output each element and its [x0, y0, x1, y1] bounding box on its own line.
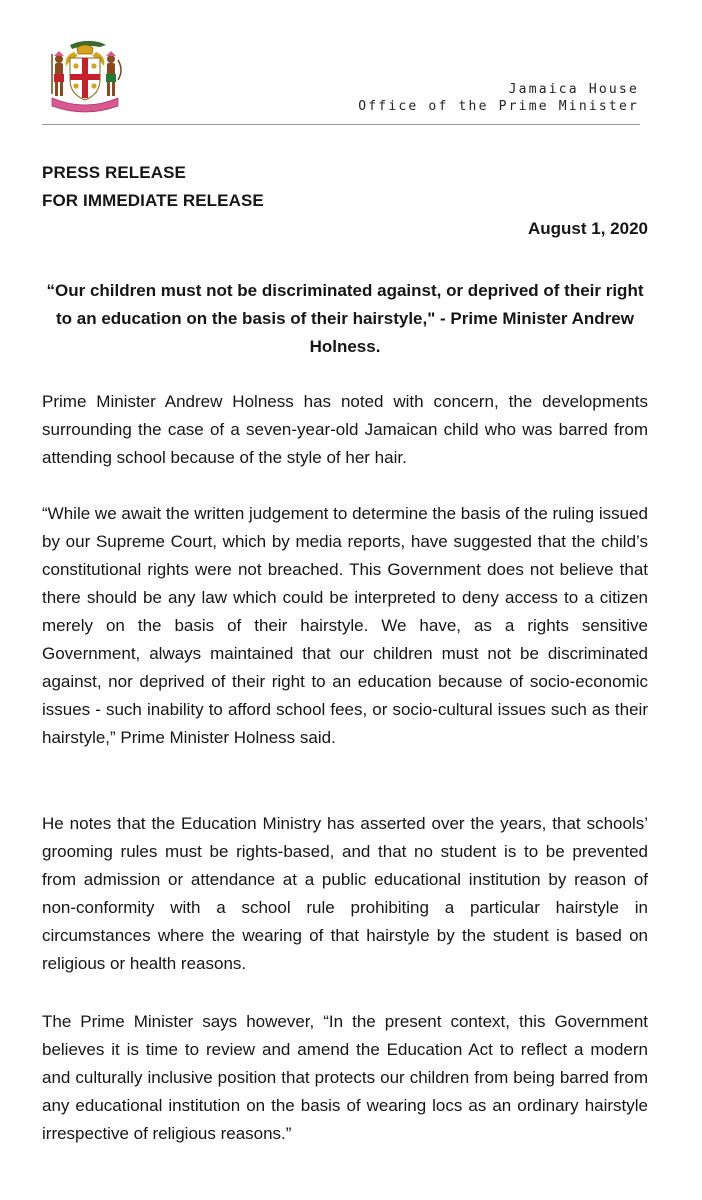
- paragraph-1: Prime Minister Andrew Holness has noted with concern, the developments surrounding the case of a seven-year-old Jamaican child who was barred from attending school because of the style of her hair.: [42, 392, 648, 467]
- press-release-label: PRESS RELEASE: [42, 163, 186, 182]
- office-line-pm: Office of the Prime Minister: [358, 99, 639, 114]
- release-date: August 1, 2020: [528, 219, 648, 238]
- immediate-release-label: FOR IMMEDIATE RELEASE: [42, 191, 264, 210]
- header-divider: [42, 124, 640, 125]
- office-header: [358, 81, 639, 115]
- office-line-jamaica-house: Jamaica House: [508, 82, 639, 97]
- jamaica-coat-of-arms-icon: [44, 36, 126, 114]
- paragraph-3: He notes that the Education Ministry has asserted over the years, that schools’ grooming rules must be rights-based, and that no student is to be prevented from admission or attendance at a public educational institution by reason of non-conformity with a school rule prohibiting a particular hairstyle in circumstances where the wearing of that hairstyle by the student is based on religious or health reasons.: [42, 814, 648, 973]
- paragraph-4: The Prime Minister says however, “In the present context, this Government believes it is time to review and amend the Education Act to reflect a modern and culturally inclusive position that protects our children from being barred from any educational institution on the basis of wearing locs as an ordinary hairstyle irrespective of religious reasons.”: [42, 1012, 648, 1143]
- paragraph-2: “While we await the written judgement to determine the basis of the ruling issued by our Supreme Court, which by media reports, have suggested that the child’s constitutional rights were not breached. This Government does not believe that there should be any law which could be interpreted to deny access to a citizen merely on the basis of their hairstyle. We have, as a rights sensitive Government, always maintained that our children must not be discriminated against, nor deprived of their right to an education because of socio-economic issues - such inability to afford school fees, or socio-cultural issues such as their hairstyle,” Prime Minister Holness said.: [42, 504, 648, 747]
- headline: “Our children must not be discriminated against, or deprived of their right to an education on the basis of their hairstyle," - Prime Minister Andrew Holness.: [46, 281, 644, 356]
